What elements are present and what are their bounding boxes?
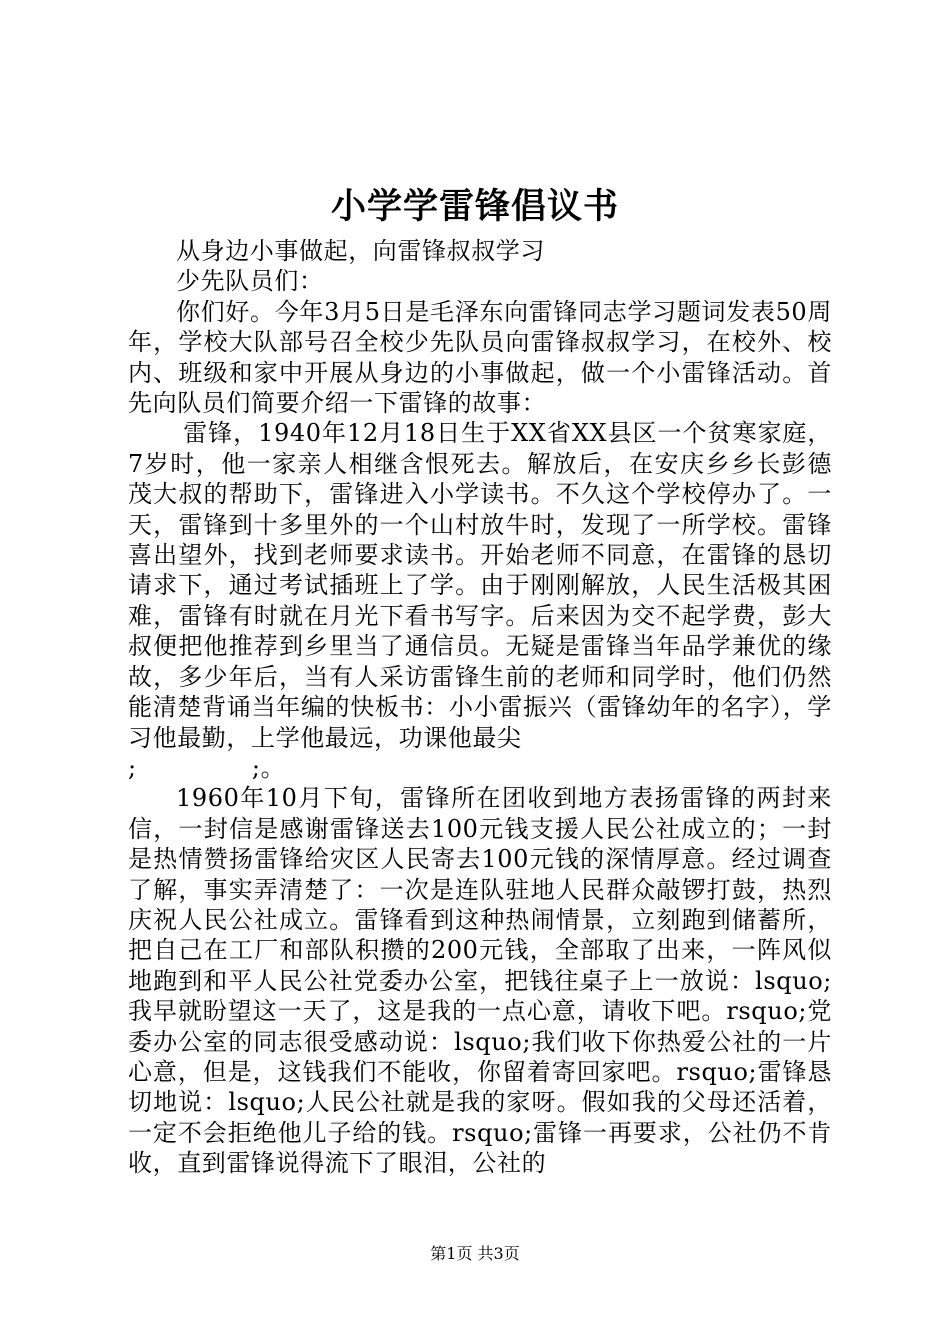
story-paragraph-1960: 1960年10月下旬，雷锋所在团收到地方表扬雷锋的两封来信，一封信是感谢雷锋送去100元钱支援人民公社成立的；一封是热情赞扬雷锋给灾区人民寄去100元钱的深情厚意。经过调查了解，事实弄清楚了：一次是连队驻地人民群众敲锣打鼓，热烈庆祝人民公社成立。雷锋看到这种热闹情景，立刻跑到储蓄所，把自己在工厂和部队积攒的200元钱，全部取了出来，一阵风似地跑到和平人民公社党委办公室，把钱往桌子上一放说：lsquo;我早就盼望这一天了，这是我的一点心意，请收下吧。rsquo;党委办公室的同志很受感动说：lsquo;我们收下你热爱公社的一片心意，但是，这钱我们不能收，你留着寄回家吧。rsquo;雷锋恳切地说：lsquo;人民公社就是我的家呀。假如我的父母还活着，一定不会拒绝他儿子给的钱。rsquo;雷锋一再要求，公社仍不肯收，直到雷锋说得流下了眼泪，公社的 [128,784,832,1178]
story-paragraph: 雷锋，1940年12月18日生于XX省XX县区一个贫寒家庭，7岁时，他一家亲人相继含恨死去。解放后，在安庆乡乡长彭德茂大叔的帮助下，雷锋进入小学读书。不久这个学校停办了。一天，雷锋到十多里外的一个山村放牛时，发现了一所学校。雷锋喜出望外，找到老师要求读书。开始老师不同意，在雷锋的恳切请求下，通过考试插班上了学。由于刚刚解放，人民生活极其困难，雷锋有时就在月光下看书写字。后来因为交不起学费，彭大叔便把他推荐到乡里当了通信员。无疑是雷锋当年品学兼优的缘故，多少年后，当有人采访雷锋生前的老师和同学时，他们仍然能清楚背诵当年编的快板书：小小雷振兴（雷锋幼年的名字），学习他最勤，上学他最远，功课他最尖 [128,419,832,752]
fragment-paragraph: ; ;。 [128,753,286,782]
document-title: 小学学雷锋倡议书 [330,186,619,227]
salutation-paragraph: 少先队员们： [176,267,324,296]
intro-paragraph: 你们好。今年3月5日是毛泽东向雷锋同志学习题词发表50周年，学校大队部号召全校少先队员向雷锋叔叔学习，在校外、校内、班级和家中开展从身边的小事做起，做一个小雷锋活动。首先向队员们简要介绍一下雷锋的故事： [128,297,832,418]
page-footer: 第1页 共3页 [430,1244,520,1263]
subtitle-paragraph: 从身边小事做起，向雷锋叔叔学习 [176,237,545,265]
document-body [128,236,832,1179]
